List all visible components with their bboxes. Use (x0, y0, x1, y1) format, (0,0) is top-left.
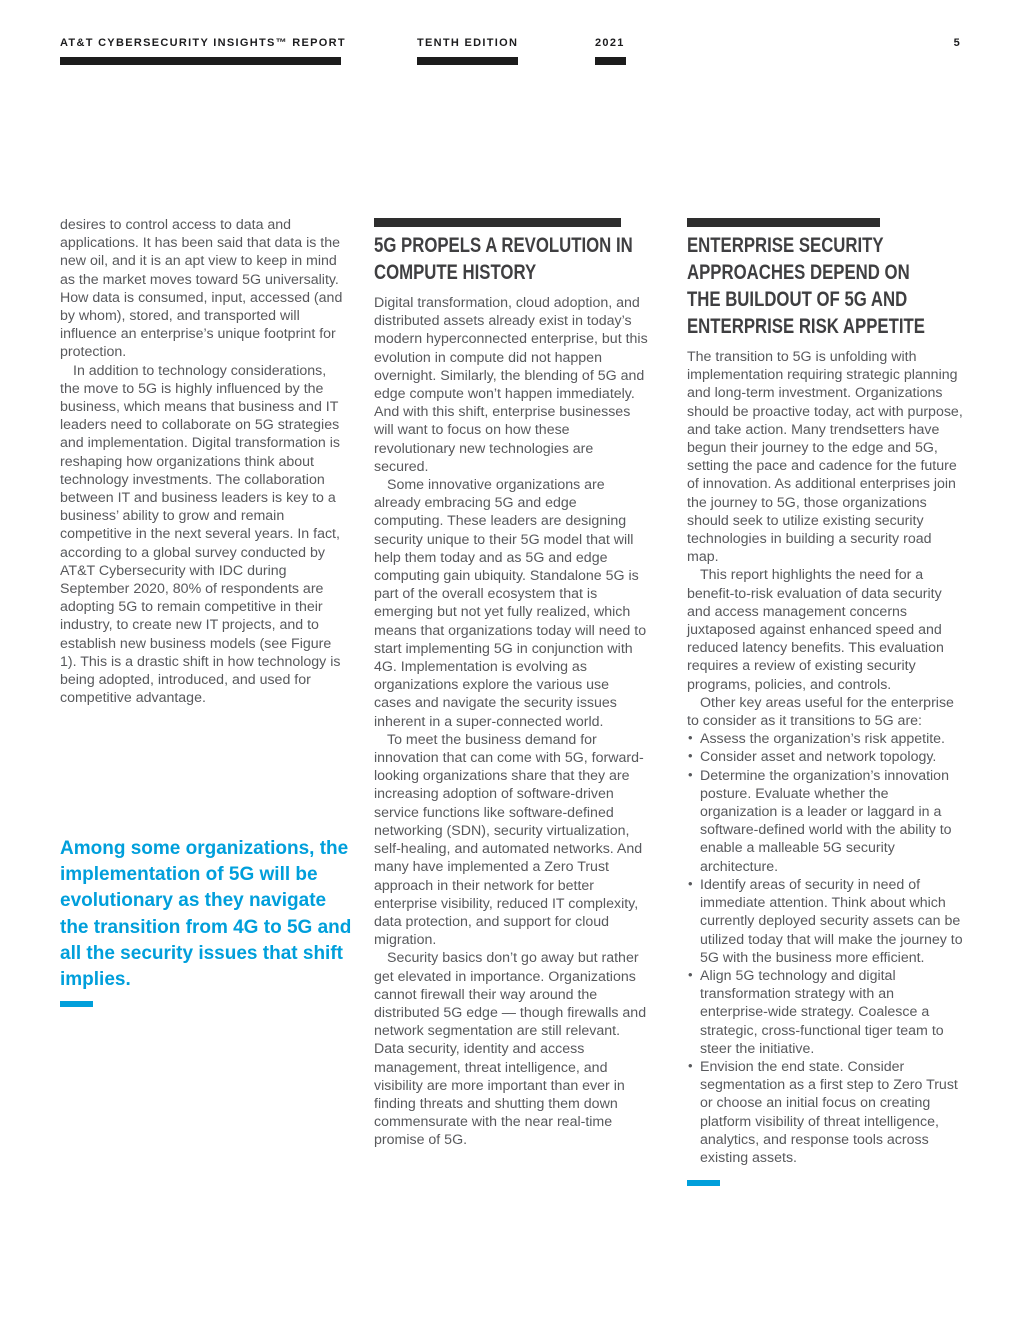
heading-line: COMPUTE HISTORY (374, 260, 537, 284)
year-rule (595, 57, 626, 65)
bullet-item: • Assess the organization’s risk appetite. (687, 730, 963, 748)
body-paragraph: This report highlights the need for a benefit-to-risk evaluation of data security and access management concerns juxtaposed against enhanced speed and reduced latency benefits. This evaluation requires a review of existing security programs, policies, and controls. (687, 567, 944, 693)
column-intro (60, 216, 346, 707)
body-paragraph: To meet the business demand for innovation that can come with 5G, forward-looking organizations share that they are increasing adoption of software-driven service functions like software-defined networking (SDN), security virtualization, self-healing, and automated networks. And many have implemented a Zero Trust approach in their network for better enterprise visibility, reduced IT complexity, data protection, and support for cloud migration. (374, 731, 644, 949)
section-heading (687, 232, 925, 340)
bullet-item: • Envision the end state. Consider segmentation as a first step to Zero Trust or choose an initial focus on creating platform visibility of threat intelligence, analytics, and response tools across existing assets. (687, 1058, 963, 1167)
report-title-text: AT&T CYBERSECURITY INSIGHTS™ REPORT (60, 37, 346, 49)
section-end-rule (687, 1180, 720, 1186)
page-number-text: 5 (953, 37, 961, 49)
section-heading (374, 232, 633, 286)
bullet-item: • Identify areas of security in need of immediate attention. Think about which currently deployed security assets can be utilized today that will make the journey to 5G with the business more efficient. (687, 876, 963, 967)
bullet-item: • Align 5G technology and digital transformation strategy with an enterprise-wide strategy. Coalesce a strategic, cross-functional tiger team to steer the initiative. (687, 967, 963, 1058)
body-paragraph: desires to control access to data and applications. It has been said that data is the new oil, and it is an apt view to keep in mind as the market moves toward 5G universality. How data is consumed, input, accessed (and by whom), stored, and transported will influence an enterprise’s unique footprint for protection. (60, 217, 343, 361)
page-number (945, 37, 961, 49)
bullet-item: • Consider asset and network topology. (687, 748, 963, 766)
bullet-item: • Determine the organization’s innovation posture. Evaluate whether the organization is a leader or laggard in a software-defined world with the ability to enable a malleable 5G security architecture. (687, 767, 963, 876)
body-paragraph: Other key areas useful for the enterprise to consider as it transitions to 5G are: (687, 694, 954, 730)
pull-quote-rule (60, 1001, 93, 1007)
year-text: 2021 (595, 37, 625, 49)
edition-rule (417, 57, 518, 65)
key-areas-list (687, 730, 963, 1167)
body-paragraph: Some innovative organizations are already embracing 5G and edge computing. These leaders are designing security unique to their 5G model that will help them today and as 5G and edge computing gain ubiquity. Standalone 5G is part of the overall ecosystem that is emerging but not yet fully realized, which means that organizations today will need to start implementing 5G in conjunction with 4G. Implementation is evolving as organizations explore the various use cases and navigate the security issues inherent in a super-connected world. (374, 477, 647, 730)
heading-line: 5G PROPELS A REVOLUTION IN (374, 233, 633, 257)
pull-quote: Among some organizations, the implementation of 5G will be evolutionary as they navigate the transition from 4G to 5G and all the security issues that shift implies. (60, 838, 352, 991)
header-edition (417, 37, 518, 65)
report-title-rule (60, 57, 341, 65)
section-rule (687, 218, 880, 227)
body-paragraph: Digital transformation, cloud adoption, and distributed assets already exist in today’s modern hyperconnected enterprise, but this evolution in compute did not happen overnight. Similarly, the blending of 5G and edge compute won’t happen immediately. And with this shift, enterprise businesses will want to focus on how these revolutionary new technologies are secured. (374, 295, 648, 475)
header-year (595, 37, 626, 65)
header-report-title (60, 37, 346, 65)
column-5g-propels (374, 218, 650, 1150)
heading-line: APPROACHES DEPEND ON (687, 260, 910, 284)
heading-line: ENTERPRISE RISK APPETITE (687, 314, 925, 338)
column-enterprise-security (687, 218, 963, 1186)
body-paragraph: Security basics don’t go away but rather get elevated in importance. Organizations cannot firewall their way around the distributed 5G edge — though firewalls and network segmentation are still relevant. Data security, identity and access management, threat intelligence, and visibility are more important than ever in finding threats and shutting them down commensurate with the near real-time promise of 5G. (374, 950, 647, 1149)
edition-text: TENTH EDITION (417, 37, 519, 49)
heading-line: ENTERPRISE SECURITY (687, 233, 884, 257)
body-paragraph: In addition to technology considerations, the move to 5G is highly influenced by the business, which means that business and IT leaders need to collaborate on 5G strategies and implementation. Digital transformation is reshaping how organizations think about technology investments. The collaboration between IT and business leaders is key to a business’ ability to grow and remain competitive in the next several years. In fact, according to a global survey conducted by AT&T Cybersecurity with IDC during September 2020, 80% of respondents are adopting 5G to remain competitive in their industry, to create new IT projects, and to establish new business models (see Figure 1). This is a drastic shift in how technology is being adopted, introduced, and used for competitive advantage. (60, 362, 341, 707)
body-paragraph: The transition to 5G is unfolding with implementation requiring strategic planning and long-term investment. Organizations should be proactive today, act with purpose, and take action. Many trendsetters have begun their journey to the edge and 5G, setting the pace and cadence for the future of innovation. As additional enterprises join the journey to 5G, those organizations should seek to utilize existing security technologies in building a security road map. (687, 349, 963, 566)
section-rule (374, 218, 621, 227)
heading-line: THE BUILDOUT OF 5G AND (687, 287, 908, 311)
